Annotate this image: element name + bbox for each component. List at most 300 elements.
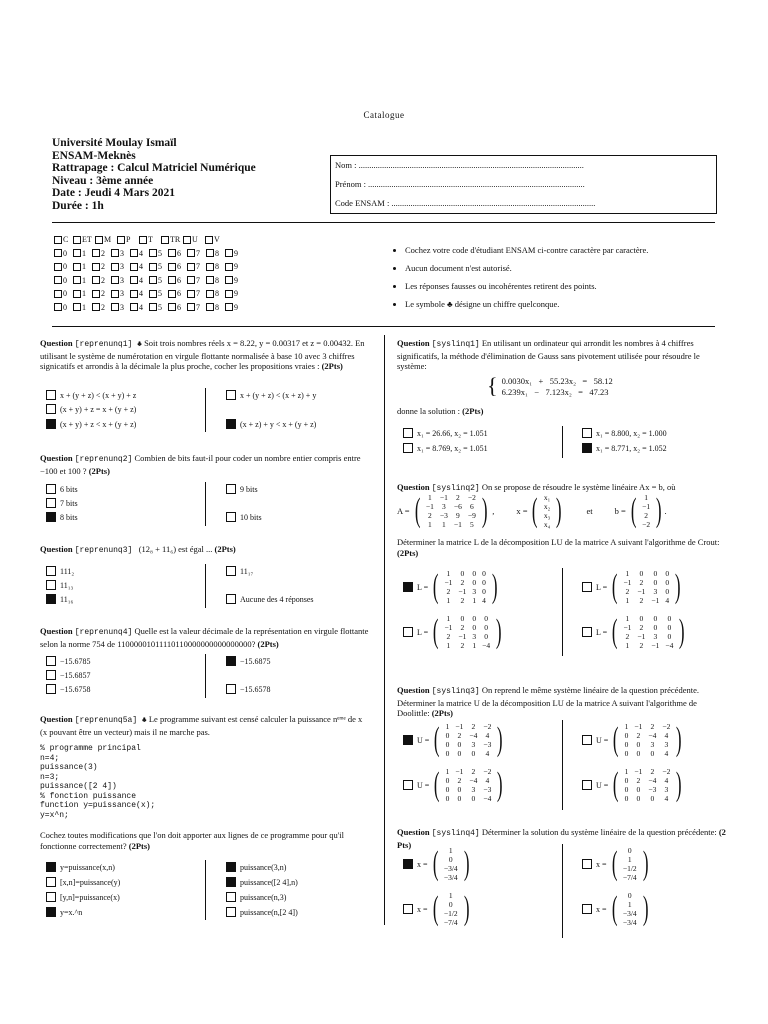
checkbox[interactable] <box>92 303 100 311</box>
digit-label: 8 <box>215 289 219 299</box>
answer-option[interactable] <box>46 892 120 902</box>
checkbox[interactable] <box>582 428 592 438</box>
matrix-cell: −1 <box>458 587 467 596</box>
digit-label: 6 <box>177 262 181 272</box>
right-paren-icon: ) <box>556 492 562 529</box>
option-label: (x + z) + y < x + (y + z) <box>240 419 317 429</box>
code-grid-cell[interactable] <box>225 249 244 258</box>
matrix-cell: 0 <box>445 740 450 749</box>
option-label: L = <box>596 627 608 637</box>
matrix-cell: 4 <box>485 749 490 758</box>
checkbox[interactable] <box>46 580 56 590</box>
answer-option[interactable] <box>46 670 91 680</box>
matrix-cell: 0 <box>627 846 632 855</box>
code-grid-cell[interactable] <box>225 276 244 285</box>
checkbox[interactable] <box>117 236 125 244</box>
checkbox[interactable] <box>582 859 592 869</box>
letter-label: M <box>104 235 112 245</box>
matrix-cell: 0 <box>472 569 477 578</box>
checkbox[interactable] <box>582 780 592 790</box>
answer-option[interactable] <box>46 419 136 429</box>
checkbox[interactable] <box>46 594 56 604</box>
answer-option[interactable] <box>582 722 685 758</box>
checkbox[interactable] <box>168 249 176 257</box>
checkbox[interactable] <box>46 862 56 872</box>
checkbox[interactable] <box>226 877 236 887</box>
answer-option[interactable] <box>46 594 73 604</box>
code-grid-cell[interactable] <box>111 289 130 298</box>
instruction-item: • Les réponses fausses ou incohérentes retirent des points. <box>405 281 725 291</box>
option-label: 111₂ <box>60 566 75 576</box>
code-grid-cell[interactable] <box>168 249 187 258</box>
checkbox[interactable] <box>46 390 56 400</box>
checkbox[interactable] <box>92 276 100 284</box>
matrix-row <box>620 891 640 900</box>
checkbox[interactable] <box>225 263 233 271</box>
matrix-cell: 1 <box>448 846 453 855</box>
answer-option[interactable] <box>582 614 688 650</box>
digit-label: 6 <box>177 302 181 312</box>
checkbox[interactable] <box>139 236 147 244</box>
matrix-cell: 1 <box>627 855 632 864</box>
checkbox[interactable] <box>111 290 119 298</box>
answer-option[interactable] <box>582 846 651 882</box>
question-points: (2Pts) <box>321 361 343 371</box>
checkbox[interactable] <box>206 303 214 311</box>
answer-option[interactable] <box>226 907 298 917</box>
code-grid-cell[interactable] <box>111 276 130 285</box>
code-grid-cell[interactable] <box>117 235 139 244</box>
matrix-row <box>441 846 461 855</box>
checkbox[interactable] <box>73 303 81 311</box>
code-grid-cell[interactable] <box>130 276 149 285</box>
answer-option[interactable] <box>46 390 136 400</box>
checkbox[interactable] <box>111 263 119 271</box>
answer-option[interactable] <box>46 484 78 494</box>
matrix-cell: −1 <box>623 578 632 587</box>
answer-option[interactable] <box>46 877 120 887</box>
code-grid-cell[interactable] <box>73 276 92 285</box>
checkbox[interactable] <box>226 566 236 576</box>
checkbox[interactable] <box>168 290 176 298</box>
checkbox[interactable] <box>54 263 62 271</box>
checkbox[interactable] <box>54 276 62 284</box>
checkbox[interactable] <box>582 904 592 914</box>
code-grid-cell[interactable] <box>187 276 206 285</box>
code-grid-cell[interactable] <box>130 289 149 298</box>
digit-label: 8 <box>215 248 219 258</box>
code-grid-cell[interactable] <box>149 289 168 298</box>
matrix-cell: 1 <box>644 493 649 502</box>
code-grid-cell[interactable] <box>225 289 244 298</box>
matrix-cell: 1 <box>625 641 630 650</box>
matrix-cell: x₃ <box>543 511 551 520</box>
answer-option[interactable] <box>46 404 136 414</box>
checkbox[interactable] <box>54 236 62 244</box>
digit-label: 9 <box>234 275 238 285</box>
code-grid-cell[interactable] <box>73 289 92 298</box>
matrix-cell: 0 <box>665 578 670 587</box>
answer-option[interactable] <box>46 580 73 590</box>
checkbox[interactable] <box>92 263 100 271</box>
answer-option[interactable] <box>46 907 82 917</box>
code-grid-cell[interactable] <box>168 262 187 271</box>
code-grid-cell[interactable] <box>206 262 225 271</box>
checkbox[interactable] <box>225 303 233 311</box>
checkbox[interactable] <box>73 249 81 257</box>
answer-option[interactable] <box>403 891 472 927</box>
code-grid-cell[interactable] <box>206 249 225 258</box>
checkbox[interactable] <box>226 684 236 694</box>
checkbox[interactable] <box>403 428 413 438</box>
question-text: donne la solution : <box>397 406 461 416</box>
answer-option[interactable] <box>226 594 314 604</box>
code-grid-cell[interactable] <box>130 262 149 271</box>
question-tag: [reprenunq4] <box>74 628 133 637</box>
matrix-cell: 3 <box>664 740 669 749</box>
answer-option[interactable] <box>226 877 298 887</box>
checkbox[interactable] <box>73 236 81 244</box>
code-grid-cell[interactable] <box>149 303 168 312</box>
checkbox[interactable] <box>54 303 62 311</box>
right-paren-icon: ) <box>676 766 682 803</box>
answer-option[interactable] <box>46 656 91 666</box>
checkbox[interactable] <box>403 582 413 592</box>
code-grid-cell[interactable] <box>206 289 225 298</box>
checkbox[interactable] <box>168 263 176 271</box>
checkbox[interactable] <box>403 443 413 453</box>
code-grid-cell[interactable] <box>73 249 92 258</box>
option-matrix <box>609 846 651 882</box>
code-grid-cell[interactable] <box>149 249 168 258</box>
checkbox[interactable] <box>226 862 236 872</box>
answer-option[interactable] <box>403 722 506 758</box>
checkbox[interactable] <box>187 303 195 311</box>
checkbox[interactable] <box>187 249 195 257</box>
right-paren-icon: ) <box>655 492 662 529</box>
checkbox[interactable] <box>187 276 195 284</box>
checkbox[interactable] <box>130 290 138 298</box>
matrix-cell: −4 <box>483 794 492 803</box>
checkbox[interactable] <box>206 249 214 257</box>
code-grid-cell[interactable] <box>206 276 225 285</box>
answer-option[interactable] <box>226 390 316 400</box>
matrix-cell: 2 <box>460 623 465 632</box>
matrix-cell: 1 <box>446 569 451 578</box>
checkbox[interactable] <box>403 735 413 745</box>
matrix-cell: 0 <box>448 900 453 909</box>
code-grid-cell[interactable] <box>205 235 227 244</box>
digit-label: 7 <box>196 275 200 285</box>
question-text: Déterminer la matrice L de la décomposition LU de la matrice A suivant l'algorithme de Crout: <box>397 537 720 547</box>
answer-option[interactable] <box>226 892 286 902</box>
checkbox[interactable] <box>54 290 62 298</box>
code-grid-cell[interactable] <box>130 249 149 258</box>
code-grid-cell[interactable] <box>92 249 111 258</box>
option-separator <box>562 844 563 938</box>
checkbox[interactable] <box>582 443 592 453</box>
checkbox[interactable] <box>111 303 119 311</box>
matrix-cell: 2 <box>650 767 655 776</box>
checkbox[interactable] <box>46 484 56 494</box>
matrix-table <box>443 767 495 803</box>
checkbox[interactable] <box>73 290 81 298</box>
code-grid-cell[interactable] <box>92 289 111 298</box>
checkbox[interactable] <box>46 498 56 508</box>
code-grid-cell[interactable] <box>111 249 130 258</box>
matrix-cell: −4 <box>648 731 657 740</box>
answer-option[interactable] <box>226 484 258 494</box>
answer-option[interactable] <box>403 443 488 453</box>
checkbox[interactable] <box>403 780 413 790</box>
code-grid-cell[interactable] <box>92 303 111 312</box>
option-matrix <box>430 569 500 605</box>
checkbox[interactable] <box>46 656 56 666</box>
name-field[interactable]: Nom : .......................................................................................................... <box>335 160 584 170</box>
code-grid-cell[interactable] <box>111 262 130 271</box>
code-grid-cell[interactable] <box>130 303 149 312</box>
checkbox[interactable] <box>187 263 195 271</box>
checkbox[interactable] <box>130 276 138 284</box>
code-grid-cell[interactable] <box>187 289 206 298</box>
checkbox[interactable] <box>149 290 157 298</box>
matrix-row <box>620 569 672 578</box>
option-label: x₁ = 26.66, x₂ = 1.051 <box>417 428 488 438</box>
equation-line: 0.0030x₁ + 55.23x₂ = 58.12 <box>501 376 613 386</box>
checkbox[interactable] <box>46 684 56 694</box>
matrix-cell: −1/2 <box>443 909 458 918</box>
code-grid-cell[interactable] <box>225 303 244 312</box>
digit-label: 3 <box>120 262 124 272</box>
code-grid-cell[interactable] <box>54 276 73 285</box>
code-grid-cell[interactable] <box>73 303 92 312</box>
checkbox[interactable] <box>46 892 56 902</box>
digit-label: 1 <box>82 289 86 299</box>
checkbox[interactable] <box>226 484 236 494</box>
digit-label: 7 <box>196 248 200 258</box>
firstname-field[interactable]: Prénom : ...................................................................................................... <box>335 179 585 189</box>
checkbox[interactable] <box>46 404 56 414</box>
checkbox[interactable] <box>206 276 214 284</box>
checkbox[interactable] <box>92 249 100 257</box>
answer-option[interactable] <box>226 419 316 429</box>
answer-option[interactable] <box>403 846 472 882</box>
divider <box>52 326 715 327</box>
code-grid-cell[interactable] <box>92 276 111 285</box>
answer-option[interactable] <box>46 862 115 872</box>
matrix-cell: 2 <box>625 587 630 596</box>
checkbox[interactable] <box>226 419 236 429</box>
checkbox[interactable] <box>149 249 157 257</box>
matrix-table <box>441 614 493 650</box>
code-grid-row <box>54 233 244 247</box>
matrix-cell: 0 <box>665 587 670 596</box>
checkbox[interactable] <box>403 904 413 914</box>
checkbox[interactable] <box>206 263 214 271</box>
matrix-table <box>541 493 553 529</box>
code-grid-cell[interactable] <box>54 249 73 258</box>
checkbox[interactable] <box>226 512 236 522</box>
checkbox[interactable] <box>403 627 413 637</box>
code-grid-cell[interactable] <box>225 262 244 271</box>
matrix-cell: 1 <box>448 891 453 900</box>
code-grid-cell[interactable] <box>73 235 95 244</box>
digit-label: 5 <box>158 262 162 272</box>
answer-option[interactable] <box>46 566 74 576</box>
question-text: On se propose de résoudre le système linéaire Ax = b, où <box>481 482 676 492</box>
checkbox[interactable] <box>95 236 103 244</box>
code-grid-cell[interactable] <box>168 276 187 285</box>
matrix-table <box>620 569 672 605</box>
checkbox[interactable] <box>582 627 592 637</box>
code-grid-cell[interactable] <box>111 303 130 312</box>
code-grid-cell[interactable] <box>168 289 187 298</box>
code-listing: % programme principal n=4; puissance(3) n=3; puissance([2 4]) % fonction puissance function y=puissance(x); y=x^n; <box>40 744 156 820</box>
matrix-cell: 1 <box>446 596 451 605</box>
matrix-row <box>423 502 479 511</box>
code-grid-cell[interactable] <box>54 303 73 312</box>
answer-option[interactable] <box>226 512 262 522</box>
code-grid-cell[interactable] <box>149 276 168 285</box>
checkbox[interactable] <box>130 249 138 257</box>
code-grid-cell[interactable] <box>54 235 73 244</box>
checkbox[interactable] <box>225 276 233 284</box>
checkbox[interactable] <box>46 566 56 576</box>
answer-option[interactable] <box>582 428 667 438</box>
answer-option[interactable] <box>582 569 683 605</box>
checkbox[interactable] <box>73 263 81 271</box>
checkbox[interactable] <box>168 276 176 284</box>
checkbox[interactable] <box>226 594 236 604</box>
answer-option[interactable] <box>226 566 253 576</box>
checkbox[interactable] <box>226 390 236 400</box>
question-q1 <box>40 338 370 372</box>
checkbox[interactable] <box>111 276 119 284</box>
checkbox[interactable] <box>149 276 157 284</box>
checkbox[interactable] <box>92 290 100 298</box>
answer-option[interactable] <box>46 498 78 508</box>
code-grid-cell[interactable] <box>149 262 168 271</box>
matrix-cell: 0 <box>624 785 629 794</box>
matrix-cell: −2 <box>642 520 651 529</box>
answer-option[interactable] <box>226 656 271 666</box>
answer-option[interactable] <box>403 569 500 605</box>
answer-option[interactable] <box>226 684 271 694</box>
matrix-row <box>620 909 640 918</box>
checkbox[interactable] <box>149 303 157 311</box>
code-grid-cell[interactable] <box>161 235 183 244</box>
code-grid-cell[interactable] <box>187 249 206 258</box>
checkbox[interactable] <box>183 236 191 244</box>
checkbox[interactable] <box>403 859 413 869</box>
checkbox[interactable] <box>205 236 213 244</box>
code-grid-cell[interactable] <box>139 235 161 244</box>
checkbox[interactable] <box>161 236 169 244</box>
answer-option[interactable] <box>582 443 667 453</box>
checkbox[interactable] <box>46 419 56 429</box>
ensam-code-field[interactable]: Code ENSAM : ................................................................................................ <box>335 198 596 208</box>
code-grid-cell[interactable] <box>54 289 73 298</box>
option-label: L = <box>417 627 429 637</box>
answer-option[interactable] <box>582 767 685 803</box>
code-grid-cell[interactable] <box>54 262 73 271</box>
option-separator <box>562 568 563 656</box>
checkbox[interactable] <box>168 303 176 311</box>
code-grid-cell[interactable] <box>95 235 117 244</box>
checkbox[interactable] <box>582 582 592 592</box>
instruction-item: • Aucun document n'est autorisé. <box>405 263 725 273</box>
code-grid-cell[interactable] <box>187 303 206 312</box>
checkbox[interactable] <box>187 290 195 298</box>
matrix-row <box>441 587 488 596</box>
answer-option[interactable] <box>46 684 91 694</box>
option-label: x + (y + z) < (x + y) + z <box>60 390 137 400</box>
code-grid-cell[interactable] <box>168 303 187 312</box>
code-grid-cell[interactable] <box>187 262 206 271</box>
option-matrix <box>430 614 504 650</box>
checkbox[interactable] <box>225 290 233 298</box>
matrix-cell: 1 <box>625 614 630 623</box>
matrix-cell: −2 <box>467 493 476 502</box>
checkbox[interactable] <box>130 263 138 271</box>
left-paren-icon: ( <box>434 766 440 803</box>
answer-option[interactable] <box>582 891 651 927</box>
checkbox[interactable] <box>73 276 81 284</box>
checkbox[interactable] <box>226 907 236 917</box>
matrix-cell: 2 <box>446 587 451 596</box>
matrix-table <box>639 493 653 529</box>
checkbox[interactable] <box>111 249 119 257</box>
option-label: −15.6578 <box>240 684 271 694</box>
header-line: ENSAM-Meknès <box>52 149 136 162</box>
answer-option[interactable] <box>403 767 506 803</box>
answer-option[interactable] <box>403 614 504 650</box>
right-paren-icon: ) <box>676 721 682 758</box>
answer-option[interactable] <box>46 512 78 522</box>
code-grid-cell[interactable] <box>73 262 92 271</box>
checkbox[interactable] <box>130 303 138 311</box>
checkbox[interactable] <box>46 512 56 522</box>
option-label: (x + y) + z = x + (y + z) <box>60 404 137 414</box>
matrix-cell: 2 <box>639 596 644 605</box>
checkbox[interactable] <box>46 877 56 887</box>
checkbox[interactable] <box>54 249 62 257</box>
code-grid-cell[interactable] <box>206 303 225 312</box>
checkbox[interactable] <box>46 670 56 680</box>
checkbox[interactable] <box>225 249 233 257</box>
checkbox[interactable] <box>582 735 592 745</box>
code-grid-cell[interactable] <box>92 262 111 271</box>
answer-option[interactable] <box>226 862 286 872</box>
answer-option[interactable] <box>403 428 488 438</box>
checkbox[interactable] <box>149 263 157 271</box>
checkbox[interactable] <box>46 907 56 917</box>
option-matrix <box>430 846 472 882</box>
matrix-row <box>620 864 640 873</box>
matrix-cell: 2 <box>639 641 644 650</box>
matrix-row <box>620 855 640 864</box>
code-grid-row <box>54 260 244 274</box>
question-s3 <box>397 685 729 719</box>
checkbox[interactable] <box>206 290 214 298</box>
matrix-cell: 0 <box>460 569 465 578</box>
digit-label: 0 <box>63 289 67 299</box>
left-paren-icon: ( <box>432 890 439 927</box>
code-grid-cell[interactable] <box>183 235 205 244</box>
option-matrix <box>431 722 505 758</box>
checkbox[interactable] <box>226 656 236 666</box>
checkbox[interactable] <box>226 892 236 902</box>
